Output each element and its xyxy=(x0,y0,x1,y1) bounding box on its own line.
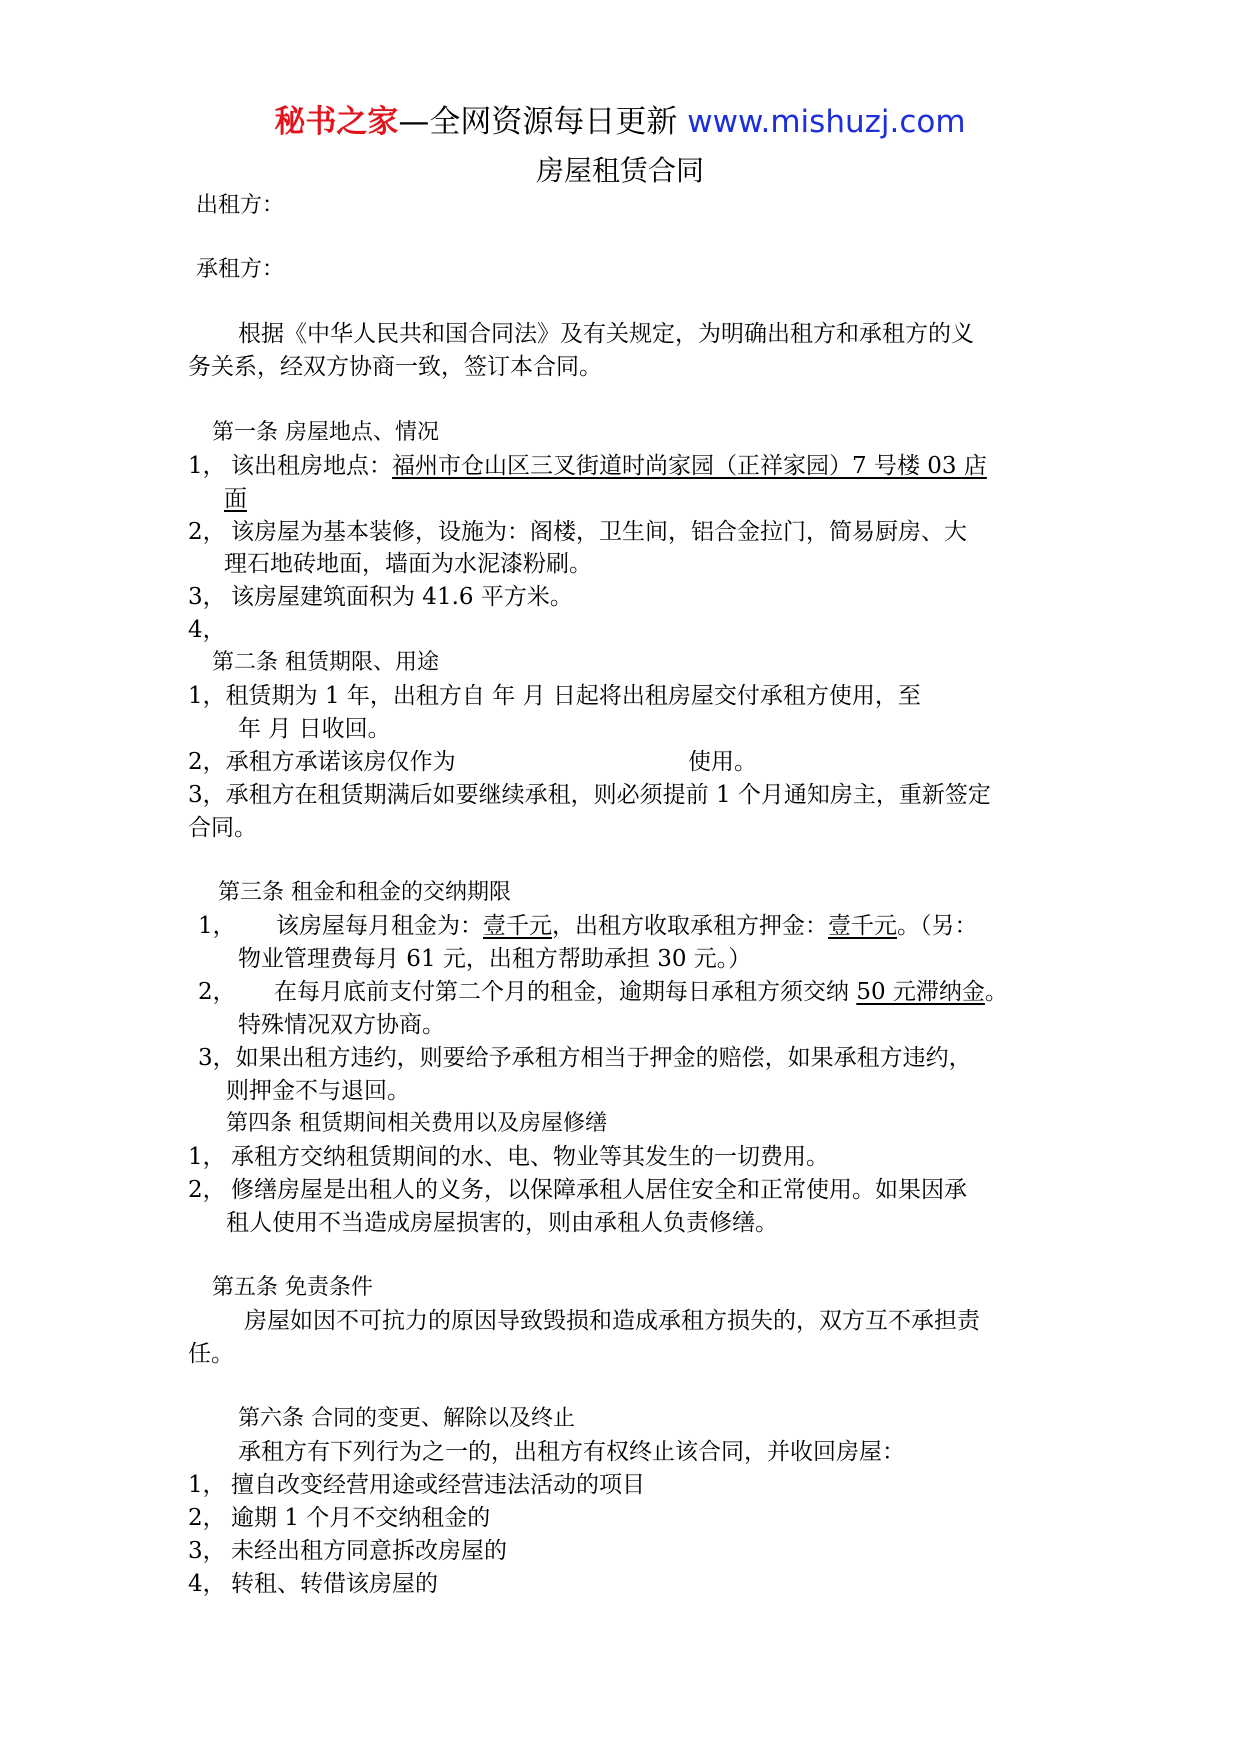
article-5-paragraph-continued: 任。 xyxy=(188,1341,234,1367)
article-2-item-1: 1，租赁期为 1 年，出租方自 年 月 日起将出租房屋交付承租方使用，至 xyxy=(188,683,921,709)
article-1-item-2: 该房屋为基本装修，设施为：阁楼，卫生间，铝合金拉门，简易厨房、大 xyxy=(231,519,967,545)
note-open: 。（另： xyxy=(897,913,978,939)
article-4-item-2: 修缮房屋是出租人的义务，以保障承租人居住安全和正常使用。如果因承 xyxy=(231,1177,967,1203)
article-6-item-4-number: 4， xyxy=(188,1571,226,1597)
property-address: 福州市仓山区三叉街道时尚家园（正祥家园）7 号楼 03 店 xyxy=(392,453,987,479)
lessee-label: 承租方： xyxy=(196,257,285,282)
monthly-rent: 壹千元 xyxy=(483,913,552,939)
document-title: 房屋租赁合同 xyxy=(535,154,704,187)
article-6-item-3-number: 3， xyxy=(188,1538,226,1564)
article-1-item-3-number: 3， xyxy=(188,584,226,610)
article-2-item-2: 2，承租方承诺该房仅作为 xyxy=(188,749,456,775)
article-3-item-1-continued: 物业管理费每月 61 元，出租方帮助承担 30 元。） xyxy=(238,946,752,972)
article-3-item-2 xyxy=(274,977,1008,1007)
article-2-heading: 第二条 租赁期限、用途 xyxy=(212,650,439,675)
property-address-continued: 面 xyxy=(224,486,247,512)
article-4-item-2-continued: 租人使用不当造成房屋损害的，则由承租人负责修缮。 xyxy=(226,1210,778,1236)
article-6-heading: 第六条 合同的变更、解除以及终止 xyxy=(238,1406,575,1431)
brand-name: 秘书之家 xyxy=(274,104,399,140)
article-3-item-1 xyxy=(276,911,978,941)
article-5-paragraph: 房屋如因不可抗力的原因导致毁损和造成承租方损失的，双方互不承担责 xyxy=(244,1308,980,1334)
article-3-item-3-continued: 则押金不与退回。 xyxy=(226,1078,410,1104)
intro-line-2: 务关系，经双方协商一致，签订本合同。 xyxy=(188,354,602,380)
address-label: 该出租房地点： xyxy=(231,453,392,479)
late-fee-end: 。 xyxy=(984,979,1008,1005)
article-6-item-2-number: 2， xyxy=(188,1505,226,1531)
lessor-label: 出租方： xyxy=(196,193,285,218)
article-3-item-3: 3，如果出租方违约，则要给予承租方相当于押金的赔偿，如果承租方违约， xyxy=(198,1045,972,1071)
article-1-item-3: 该房屋建筑面积为 41.6 平方米。 xyxy=(231,584,573,610)
deposit-label: ，出租方收取承租方押金： xyxy=(552,913,828,939)
article-6-item-1-number: 1， xyxy=(188,1472,226,1498)
article-1-heading: 第一条 房屋地点、情况 xyxy=(212,420,439,445)
article-1-item-2-continued: 理石地砖地面，墙面为水泥漆粉刷。 xyxy=(224,551,592,577)
slogan: —全网资源每日更新 xyxy=(398,104,688,140)
article-1-item-4-number: 4， xyxy=(188,617,226,643)
late-fee-amount: 50 元滞纳金 xyxy=(856,979,985,1005)
article-3-item-2-continued: 特殊情况双方协商。 xyxy=(238,1012,445,1038)
article-2-item-1-continued: 年 月 日收回。 xyxy=(238,716,391,742)
article-2-item-3: 3，承租方在租赁期满后如要继续承租，则必须提前 1 个月通知房主，重新签定 xyxy=(188,782,991,808)
article-4-heading: 第四条 租赁期间相关费用以及房屋修缮 xyxy=(226,1111,607,1136)
article-4-item-1-number: 1， xyxy=(188,1144,226,1170)
rent-label: 该房屋每月租金为： xyxy=(276,913,483,939)
article-6-item-4: 转租、转借该房屋的 xyxy=(231,1571,438,1597)
article-3-heading: 第三条 租金和租金的交纳期限 xyxy=(218,880,511,905)
article-4-item-1: 承租方交纳租赁期间的水、电、物业等其发生的一切费用。 xyxy=(231,1144,829,1170)
article-4-item-2-number: 2， xyxy=(188,1177,226,1203)
article-3-item-1-number: 1， xyxy=(198,913,236,939)
intro-line-1: 根据《中华人民共和国合同法》及有关规定，为明确出租方和承租方的义 xyxy=(238,321,974,347)
article-2-item-3-continued: 合同。 xyxy=(188,815,257,841)
article-1-item-2-number: 2， xyxy=(188,519,226,545)
article-1-item-1-number: 1， xyxy=(188,453,226,479)
article-2-item-2-end: 使用。 xyxy=(688,749,757,775)
article-6-item-2: 逾期 1 个月不交纳租金的 xyxy=(231,1505,491,1531)
site-banner xyxy=(0,102,1240,142)
site-url-link[interactable]: www.mishuzj.com xyxy=(687,104,966,140)
article-1-item-1 xyxy=(231,451,987,481)
article-5-heading: 第五条 免责条件 xyxy=(212,1275,373,1300)
article-6-item-3: 未经出租方同意拆改房屋的 xyxy=(231,1538,507,1564)
article-6-item-1: 擅自改变经营用途或经营违法活动的项目 xyxy=(231,1472,645,1498)
article-6-intro: 承租方有下列行为之一的，出租方有权终止该合同，并收回房屋： xyxy=(238,1439,905,1465)
article-3-item-2-number: 2， xyxy=(198,979,236,1005)
late-fee-text: 在每月底前支付第二个月的租金，逾期每日承租方须交纳 xyxy=(274,979,857,1005)
deposit-amount: 壹千元 xyxy=(828,913,897,939)
